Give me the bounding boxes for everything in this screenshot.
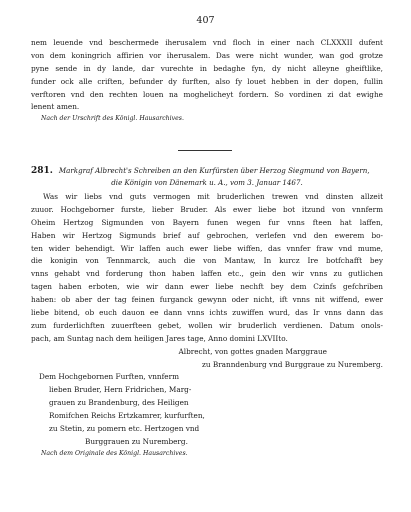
body-line: die konigin von Tennmarck, auch die von Mantaw, In kurcz Ire botfchafft bey — [31, 256, 383, 266]
document-281 — [31, 165, 383, 459]
body-line: Oheim Hertzog Sigmunden von Bayern funen wegen fur vnns fteen hat laffen, — [31, 217, 383, 227]
previous-document-text — [31, 37, 383, 124]
text-line: von dem koningrich affirien vor iherusalem. Das were nicht wunder, wan god grotze — [31, 50, 383, 60]
address-line: grauen zu Brandenburg, des Heiligen — [49, 398, 189, 408]
text-line: verftoren vnd den rechten louen na moghelicheyt fordern. So vordinen zi dat ewighe — [31, 89, 383, 99]
address-line: Romifchen Reichs Ertzkamrer, kurfurften, — [49, 411, 205, 421]
body-line: Was wir liebs vnd guts vermogen mit bruderlichen trewen vnd dinsten allzeit — [43, 192, 383, 201]
body-line: Haben wir Hertzog Sigmunds brief auf gebrochen, verlefen vnd den ewerem bo- — [31, 230, 383, 240]
body-line: ten wider behendigt. Wir laffen auch ewer liebe wiffen, das vnnfer fraw vnd mume, — [31, 243, 383, 253]
document-heading — [31, 165, 383, 177]
source-note: Nach dem Originale des Königl. Hausarchives. — [41, 449, 188, 457]
heading-line-1: Markgraf Albrecht's Schreiben an den Kurfürsten über Herzog Siegmund von Bayern, — [58, 166, 370, 175]
signature-line-2: zu Branndenburg vnd Burggraue zu Nuremberg. — [201, 359, 383, 369]
body-line: zuuor. Hochgeborner furste, lieber Bruder. Als ewer liebe bot itzund von vnnferm — [31, 204, 383, 214]
body-line: vnns gehabt vnd forderung thon haben laffen etc., gein den wir vnns zu gutlichen — [31, 269, 383, 279]
text-line: funder ock alle criften, befunder dy furften, also fy louet hebben in der dopen, fullin — [31, 76, 383, 86]
heading-line-2: die Königin von Dänemark u. A., vom 3. Januar 1467. — [111, 177, 303, 187]
body-line: liebe bitend, ob euch dauon ee dann vnns ichts zuwiffen wurd, das Ir vnns dann das — [31, 308, 383, 318]
address-block — [39, 371, 383, 448]
body-line: haben: ob aber der tag feinen furganck gewynn oder nicht, ift vnns nit wiffend, ewer — [31, 295, 383, 305]
address-line: zu Stetin, zu pomern etc. Hertzogen vnd — [49, 424, 200, 434]
page-number: 407 — [196, 15, 215, 26]
document-number: 281. — [31, 166, 53, 176]
body-line: zum furderlichften zuuerfteen gebet, wollen wir bruderlich verdienen. Datum onols- — [31, 320, 383, 330]
source-note: Nach der Urschrift des Königl. Hausarchives. — [41, 115, 184, 123]
address-line: Dem Hochgebornen Furften, vnnferm — [39, 372, 180, 382]
text-line: lenent amen. — [31, 102, 80, 112]
signature-line-1: Albrecht, von gottes gnaden Marggraue — [178, 346, 327, 356]
section-divider — [178, 150, 232, 151]
body-line: pach, am Suntag nach dem heiligen Jares tage, Anno domini LXVIIto. — [31, 333, 288, 343]
text-line: pyne sende in dy lande, dar vurechte in bedaghe fyn, dy nicht alleyne gheiftlike, — [31, 63, 383, 73]
body-line: tagen haben erboten, wie wir dann ewer liebe nechft bey dem Czinfs gefchriben — [31, 282, 383, 292]
text-line: nem leuende vnd beschermede iherusalem vnd floch in einer nach CLXXXII dufent — [31, 38, 383, 47]
address-line: lieben Bruder, Hern Fridrichen, Marg- — [49, 385, 192, 395]
address-line: Burggrauen zu Nuremberg. — [85, 436, 188, 446]
